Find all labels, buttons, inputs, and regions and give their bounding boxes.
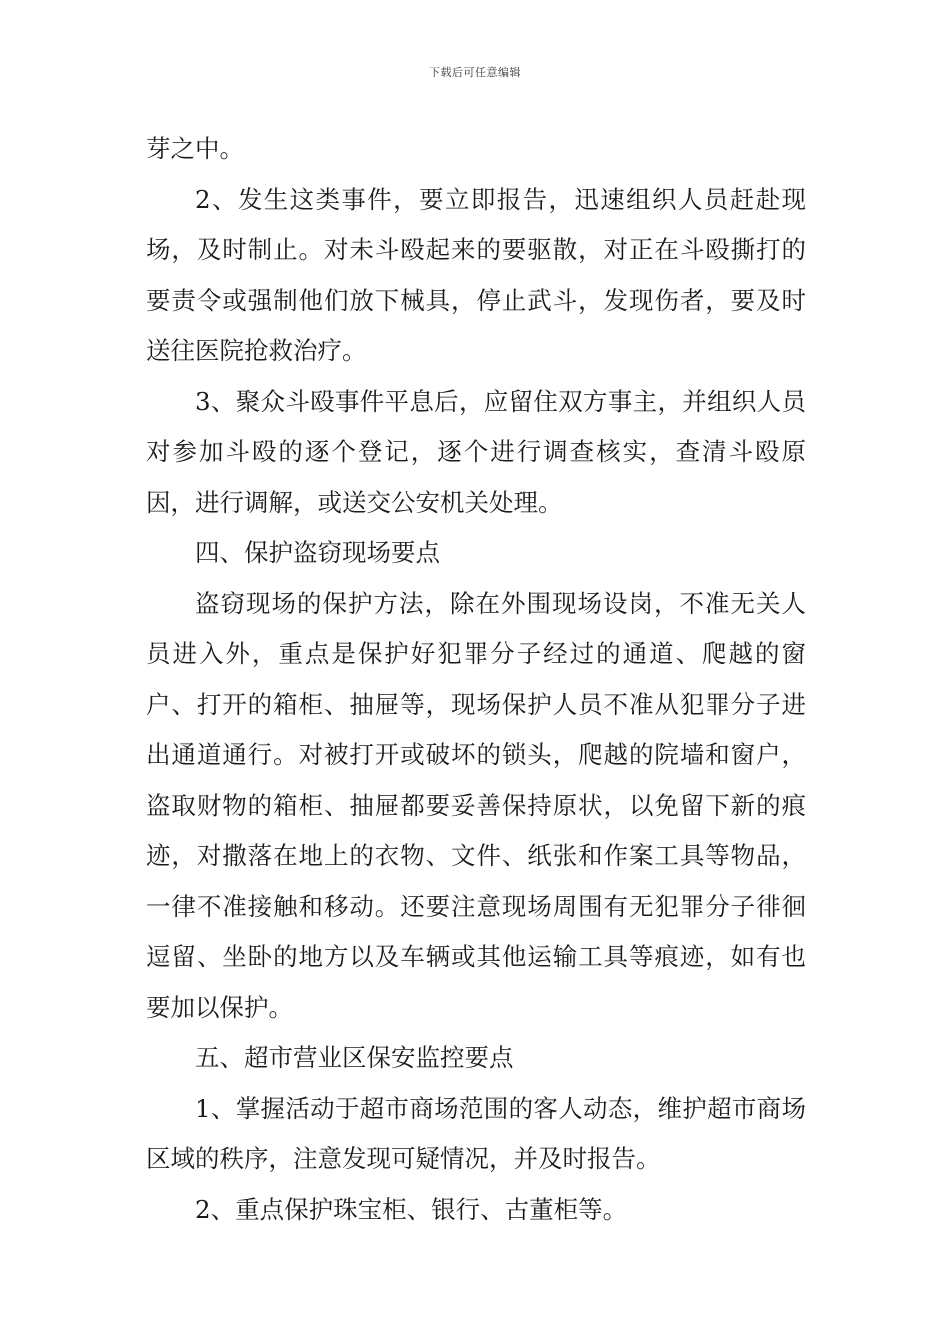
section-heading-4: 四、保护盗窃现场要点 — [195, 538, 440, 567]
paragraph-item-2-protect: 2、重点保护珠宝柜、银行、古董柜等。 — [195, 1194, 628, 1224]
paragraph-item-1-monitor: 1、掌握活动于超市商场范围的客人动态，维护超市商场区域的秩序，注意发现可疑情况，并及时报告。 — [146, 1093, 806, 1173]
paragraph-continuation: 芽之中。 — [146, 134, 244, 163]
paragraph-item-3-aftermath: 3、聚众斗殴事件平息后，应留住双方事主，并组织人员对参加斗殴的逐个登记，逐个进行调查核实，查清斗殴原因，进行调解，或送交公安机关处理。 — [146, 386, 806, 517]
document-body — [146, 124, 806, 1235]
header-note: 下载后可任意编辑 — [429, 66, 521, 79]
paragraph-theft-scene: 盗窃现场的保护方法，除在外围现场设岗，不准无关人员进入外，重点是保护好犯罪分子经过的通道、爬越的窗户、打开的箱柜、抽屉等，现场保护人员不准从犯罪分子进出通道通行。对被打开或破坏的锁头，爬越的院墙和窗户，盗取财物的箱柜、抽屉都要妥善保持原状，以免留下新的痕迹，对撒落在地上的衣物、文件、纸张和作案工具等物品，一律不准接触和移动。还要注意现场周围有无犯罪分子徘徊逗留、坐卧的地方以及车辆或其他运输工具等痕迹，如有也要加以保护。 — [146, 588, 806, 1022]
paragraph-item-2-response: 2、发生这类事件，要立即报告，迅速组织人员赶赴现场，及时制止。对未斗殴起来的要驱散，对正在斗殴撕打的要责令或强制他们放下械具，停止武斗，发现伤者，要及时送往医院抢救治疗。 — [146, 184, 806, 365]
section-heading-5: 五、超市营业区保安监控要点 — [195, 1043, 514, 1072]
